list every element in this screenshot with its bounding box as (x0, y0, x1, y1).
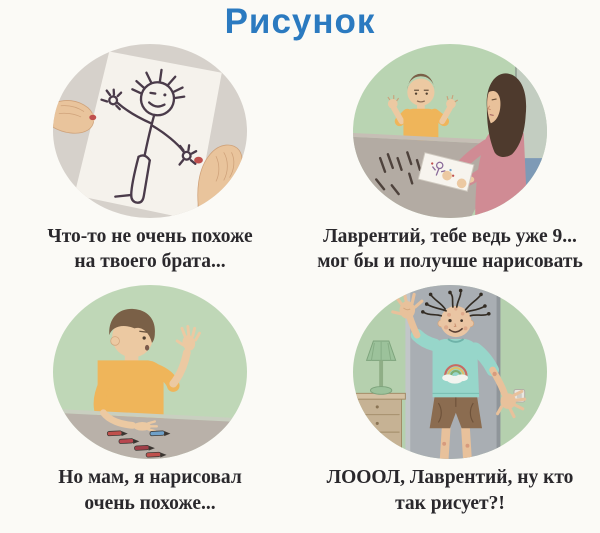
caption-line: так рисует?! (395, 492, 505, 514)
page-title: Рисунок (224, 2, 376, 41)
panel-1-illustration (53, 44, 247, 218)
caption-line: Что-то не очень похоже (47, 225, 253, 247)
panel-1 (0, 42, 300, 284)
caption-line: мог бы и получше нарисовать (317, 250, 583, 272)
panel-1-caption (43, 218, 256, 284)
panel-2-caption (313, 218, 587, 284)
panel-4-caption (323, 459, 578, 525)
panel-3-caption (54, 459, 246, 525)
panel-2-illustration (353, 44, 547, 218)
caption-line: ЛОООЛ, Лаврентий, ну кто (326, 467, 574, 489)
caption-line: Но мам, я нарисовал (58, 467, 242, 489)
caption-line: очень похоже... (84, 492, 216, 514)
caption-line: на твоего брата... (74, 250, 226, 272)
chair (522, 158, 547, 218)
panel-3-illustration (53, 285, 247, 459)
panel-4 (300, 283, 600, 525)
panel-3 (0, 283, 300, 525)
panel-2 (300, 42, 600, 284)
panel-4-illustration (353, 285, 547, 459)
red-thumbnail (194, 156, 203, 163)
red-thumbnail (89, 114, 96, 119)
panel-grid (0, 42, 600, 525)
dresser (353, 394, 405, 460)
caption-line: Лаврентий, тебе ведь уже 9... (323, 225, 577, 247)
